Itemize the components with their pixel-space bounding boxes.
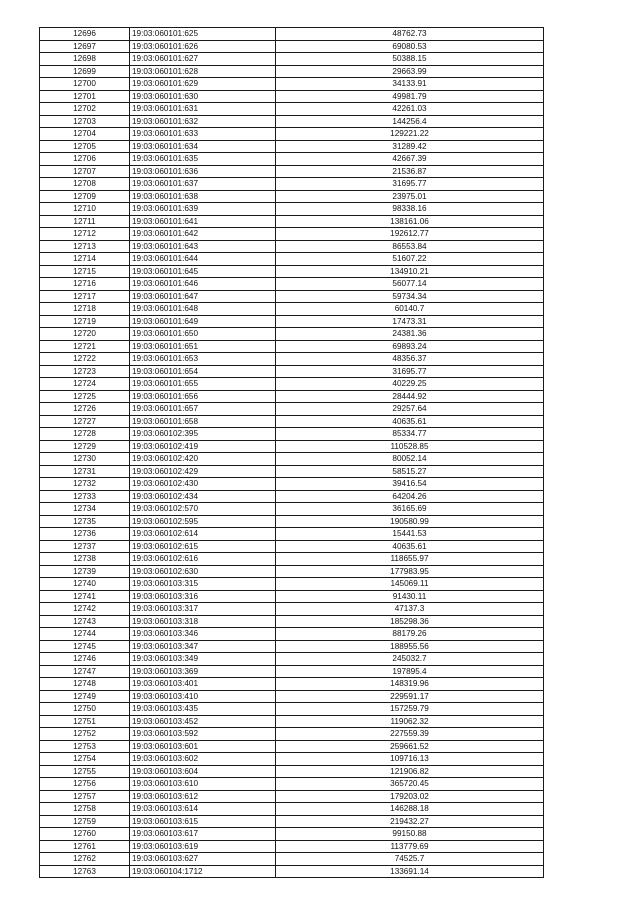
row-number-cell: 12741 <box>40 590 130 603</box>
row-number-cell: 12714 <box>40 253 130 266</box>
value-cell: 60140.7 <box>276 303 544 316</box>
cadastral-number-cell: 19:03:060103:318 <box>130 615 276 628</box>
table-row <box>40 378 544 391</box>
value-cell: 192612.77 <box>276 228 544 241</box>
table-row <box>40 115 544 128</box>
cadastral-number-cell: 19:03:060101:629 <box>130 78 276 91</box>
value-cell: 58515.27 <box>276 465 544 478</box>
table-row <box>40 840 544 853</box>
cadastral-number-cell: 19:03:060102:616 <box>130 553 276 566</box>
table-row <box>40 528 544 541</box>
table-row <box>40 315 544 328</box>
value-cell: 113779.69 <box>276 840 544 853</box>
table-row <box>40 640 544 653</box>
cadastral-number-cell: 19:03:060101:638 <box>130 190 276 203</box>
value-cell: 157259.79 <box>276 703 544 716</box>
row-number-cell: 12751 <box>40 715 130 728</box>
row-number-cell: 12698 <box>40 53 130 66</box>
cadastral-number-cell: 19:03:060103:346 <box>130 628 276 641</box>
row-number-cell: 12718 <box>40 303 130 316</box>
table-row <box>40 403 544 416</box>
value-cell: 69080.53 <box>276 40 544 53</box>
table-row <box>40 353 544 366</box>
value-cell: 188955.56 <box>276 640 544 653</box>
value-cell: 64204.26 <box>276 490 544 503</box>
data-table <box>39 27 544 878</box>
row-number-cell: 12702 <box>40 103 130 116</box>
row-number-cell: 12709 <box>40 190 130 203</box>
cadastral-number-cell: 19:03:060103:617 <box>130 828 276 841</box>
cadastral-number-cell: 19:03:060101:654 <box>130 365 276 378</box>
table-row <box>40 515 544 528</box>
cadastral-number-cell: 19:03:060101:632 <box>130 115 276 128</box>
cadastral-number-cell: 19:03:060101:633 <box>130 128 276 141</box>
table-row <box>40 78 544 91</box>
value-cell: 34133.91 <box>276 78 544 91</box>
row-number-cell: 12707 <box>40 165 130 178</box>
table-row <box>40 440 544 453</box>
table-row <box>40 303 544 316</box>
table-row <box>40 503 544 516</box>
cadastral-number-cell: 19:03:060101:634 <box>130 140 276 153</box>
value-cell: 21536.87 <box>276 165 544 178</box>
cadastral-number-cell: 19:03:060101:648 <box>130 303 276 316</box>
row-number-cell: 12762 <box>40 853 130 866</box>
row-number-cell: 12711 <box>40 215 130 228</box>
table-row <box>40 415 544 428</box>
row-number-cell: 12724 <box>40 378 130 391</box>
cadastral-number-cell: 19:03:060103:316 <box>130 590 276 603</box>
cadastral-number-cell: 19:03:060102:614 <box>130 528 276 541</box>
table-row <box>40 790 544 803</box>
table-row <box>40 603 544 616</box>
table-row <box>40 590 544 603</box>
cadastral-number-cell: 19:03:060101:628 <box>130 65 276 78</box>
value-cell: 49981.79 <box>276 90 544 103</box>
table-row <box>40 390 544 403</box>
row-number-cell: 12716 <box>40 278 130 291</box>
cadastral-number-cell: 19:03:060101:649 <box>130 315 276 328</box>
table-row <box>40 865 544 878</box>
table-row <box>40 540 544 553</box>
cadastral-number-cell: 19:03:060101:636 <box>130 165 276 178</box>
value-cell: 227559.39 <box>276 728 544 741</box>
table-row <box>40 615 544 628</box>
row-number-cell: 12705 <box>40 140 130 153</box>
row-number-cell: 12733 <box>40 490 130 503</box>
table-row <box>40 165 544 178</box>
row-number-cell: 12723 <box>40 365 130 378</box>
table-row <box>40 53 544 66</box>
table-row <box>40 278 544 291</box>
value-cell: 133691.14 <box>276 865 544 878</box>
row-number-cell: 12736 <box>40 528 130 541</box>
cadastral-number-cell: 19:03:060103:627 <box>130 853 276 866</box>
cadastral-number-cell: 19:03:060101:637 <box>130 178 276 191</box>
cadastral-number-cell: 19:03:060102:420 <box>130 453 276 466</box>
table-row <box>40 103 544 116</box>
table-row <box>40 228 544 241</box>
cadastral-number-cell: 19:03:060103:601 <box>130 740 276 753</box>
value-cell: 40635.61 <box>276 415 544 428</box>
table-row <box>40 365 544 378</box>
cadastral-number-cell: 19:03:060101:647 <box>130 290 276 303</box>
row-number-cell: 12713 <box>40 240 130 253</box>
table-row <box>40 478 544 491</box>
cadastral-number-cell: 19:03:060103:602 <box>130 753 276 766</box>
value-cell: 110528.85 <box>276 440 544 453</box>
value-cell: 48762.73 <box>276 28 544 41</box>
cadastral-number-cell: 19:03:060103:610 <box>130 778 276 791</box>
value-cell: 146288.18 <box>276 803 544 816</box>
table-row <box>40 65 544 78</box>
cadastral-number-cell: 19:03:060101:646 <box>130 278 276 291</box>
table-row <box>40 490 544 503</box>
value-cell: 259661.52 <box>276 740 544 753</box>
row-number-cell: 12738 <box>40 553 130 566</box>
value-cell: 29663.99 <box>276 65 544 78</box>
table-row <box>40 553 544 566</box>
row-number-cell: 12696 <box>40 28 130 41</box>
table-row <box>40 328 544 341</box>
value-cell: 119062.32 <box>276 715 544 728</box>
row-number-cell: 12731 <box>40 465 130 478</box>
table-row <box>40 765 544 778</box>
table-row <box>40 253 544 266</box>
cadastral-number-cell: 19:03:060103:401 <box>130 678 276 691</box>
value-cell: 129221.22 <box>276 128 544 141</box>
table-row <box>40 690 544 703</box>
row-number-cell: 12727 <box>40 415 130 428</box>
cadastral-number-cell: 19:03:060102:430 <box>130 478 276 491</box>
cadastral-number-cell: 19:03:060103:315 <box>130 578 276 591</box>
row-number-cell: 12706 <box>40 153 130 166</box>
value-cell: 148319.96 <box>276 678 544 691</box>
row-number-cell: 12719 <box>40 315 130 328</box>
cadastral-number-cell: 19:03:060103:317 <box>130 603 276 616</box>
document-page <box>39 27 543 878</box>
value-cell: 42667.39 <box>276 153 544 166</box>
table-row <box>40 290 544 303</box>
table-row <box>40 715 544 728</box>
table-row <box>40 453 544 466</box>
row-number-cell: 12699 <box>40 65 130 78</box>
table-row <box>40 40 544 53</box>
table-row <box>40 628 544 641</box>
table-row <box>40 28 544 41</box>
cadastral-number-cell: 19:03:060101:626 <box>130 40 276 53</box>
value-cell: 229591.17 <box>276 690 544 703</box>
cadastral-number-cell: 19:03:060101:630 <box>130 90 276 103</box>
table-row <box>40 565 544 578</box>
row-number-cell: 12712 <box>40 228 130 241</box>
row-number-cell: 12704 <box>40 128 130 141</box>
value-cell: 29257.64 <box>276 403 544 416</box>
cadastral-number-cell: 19:03:060101:650 <box>130 328 276 341</box>
value-cell: 40229.25 <box>276 378 544 391</box>
row-number-cell: 12717 <box>40 290 130 303</box>
value-cell: 144256.4 <box>276 115 544 128</box>
cadastral-number-cell: 19:03:060103:410 <box>130 690 276 703</box>
table-row <box>40 728 544 741</box>
cadastral-number-cell: 19:03:060101:639 <box>130 203 276 216</box>
cadastral-number-cell: 19:03:060101:653 <box>130 353 276 366</box>
row-number-cell: 12734 <box>40 503 130 516</box>
table-row <box>40 740 544 753</box>
row-number-cell: 12715 <box>40 265 130 278</box>
table-body <box>40 28 544 878</box>
cadastral-number-cell: 19:03:060103:619 <box>130 840 276 853</box>
value-cell: 74525.7 <box>276 853 544 866</box>
cadastral-number-cell: 19:03:060101:655 <box>130 378 276 391</box>
cadastral-number-cell: 19:03:060103:614 <box>130 803 276 816</box>
value-cell: 365720.45 <box>276 778 544 791</box>
value-cell: 42261.03 <box>276 103 544 116</box>
row-number-cell: 12732 <box>40 478 130 491</box>
cadastral-number-cell: 19:03:060103:604 <box>130 765 276 778</box>
value-cell: 118655.97 <box>276 553 544 566</box>
row-number-cell: 12743 <box>40 615 130 628</box>
row-number-cell: 12710 <box>40 203 130 216</box>
value-cell: 245032.7 <box>276 653 544 666</box>
table-row <box>40 678 544 691</box>
row-number-cell: 12729 <box>40 440 130 453</box>
value-cell: 197895.4 <box>276 665 544 678</box>
cadastral-number-cell: 19:03:060101:644 <box>130 253 276 266</box>
cadastral-number-cell: 19:03:060101:657 <box>130 403 276 416</box>
value-cell: 69893.24 <box>276 340 544 353</box>
row-number-cell: 12725 <box>40 390 130 403</box>
cadastral-number-cell: 19:03:060102:429 <box>130 465 276 478</box>
value-cell: 177983.95 <box>276 565 544 578</box>
row-number-cell: 12728 <box>40 428 130 441</box>
value-cell: 36165.69 <box>276 503 544 516</box>
cadastral-number-cell: 19:03:060101:651 <box>130 340 276 353</box>
row-number-cell: 12735 <box>40 515 130 528</box>
value-cell: 86553.84 <box>276 240 544 253</box>
cadastral-number-cell: 19:03:060102:570 <box>130 503 276 516</box>
table-row <box>40 265 544 278</box>
value-cell: 50388.15 <box>276 53 544 66</box>
cadastral-number-cell: 19:03:060101:656 <box>130 390 276 403</box>
cadastral-number-cell: 19:03:060103:435 <box>130 703 276 716</box>
cadastral-number-cell: 19:03:060102:395 <box>130 428 276 441</box>
row-number-cell: 12742 <box>40 603 130 616</box>
cadastral-number-cell: 19:03:060102:419 <box>130 440 276 453</box>
row-number-cell: 12703 <box>40 115 130 128</box>
row-number-cell: 12756 <box>40 778 130 791</box>
row-number-cell: 12748 <box>40 678 130 691</box>
table-row <box>40 828 544 841</box>
cadastral-number-cell: 19:03:060103:369 <box>130 665 276 678</box>
table-row <box>40 815 544 828</box>
cadastral-number-cell: 19:03:060101:643 <box>130 240 276 253</box>
row-number-cell: 12745 <box>40 640 130 653</box>
row-number-cell: 12758 <box>40 803 130 816</box>
row-number-cell: 12749 <box>40 690 130 703</box>
row-number-cell: 12754 <box>40 753 130 766</box>
cadastral-number-cell: 19:03:060101:627 <box>130 53 276 66</box>
value-cell: 51607.22 <box>276 253 544 266</box>
table-row <box>40 190 544 203</box>
value-cell: 98338.16 <box>276 203 544 216</box>
row-number-cell: 12697 <box>40 40 130 53</box>
value-cell: 219432.27 <box>276 815 544 828</box>
value-cell: 190580.99 <box>276 515 544 528</box>
row-number-cell: 12726 <box>40 403 130 416</box>
cadastral-number-cell: 19:03:060101:635 <box>130 153 276 166</box>
value-cell: 23975.01 <box>276 190 544 203</box>
cadastral-number-cell: 19:03:060103:592 <box>130 728 276 741</box>
cadastral-number-cell: 19:03:060102:434 <box>130 490 276 503</box>
table-row <box>40 703 544 716</box>
table-row <box>40 140 544 153</box>
value-cell: 31289.42 <box>276 140 544 153</box>
value-cell: 17473.31 <box>276 315 544 328</box>
cadastral-number-cell: 19:03:060103:349 <box>130 653 276 666</box>
value-cell: 99150.88 <box>276 828 544 841</box>
row-number-cell: 12722 <box>40 353 130 366</box>
row-number-cell: 12720 <box>40 328 130 341</box>
cadastral-number-cell: 19:03:060102:615 <box>130 540 276 553</box>
cadastral-number-cell: 19:03:060103:452 <box>130 715 276 728</box>
value-cell: 24381.36 <box>276 328 544 341</box>
table-row <box>40 778 544 791</box>
value-cell: 56077.14 <box>276 278 544 291</box>
row-number-cell: 12721 <box>40 340 130 353</box>
table-row <box>40 465 544 478</box>
value-cell: 91430.11 <box>276 590 544 603</box>
value-cell: 145069.11 <box>276 578 544 591</box>
table-row <box>40 753 544 766</box>
cadastral-number-cell: 19:03:060102:630 <box>130 565 276 578</box>
table-row <box>40 340 544 353</box>
table-row <box>40 203 544 216</box>
table-row <box>40 653 544 666</box>
row-number-cell: 12730 <box>40 453 130 466</box>
row-number-cell: 12763 <box>40 865 130 878</box>
value-cell: 185298.36 <box>276 615 544 628</box>
value-cell: 15441.53 <box>276 528 544 541</box>
table-row <box>40 578 544 591</box>
value-cell: 48356.37 <box>276 353 544 366</box>
row-number-cell: 12744 <box>40 628 130 641</box>
table-row <box>40 803 544 816</box>
cadastral-number-cell: 19:03:060103:612 <box>130 790 276 803</box>
row-number-cell: 12700 <box>40 78 130 91</box>
table-row <box>40 90 544 103</box>
row-number-cell: 12750 <box>40 703 130 716</box>
cadastral-number-cell: 19:03:060101:642 <box>130 228 276 241</box>
value-cell: 85334.77 <box>276 428 544 441</box>
row-number-cell: 12757 <box>40 790 130 803</box>
value-cell: 28444.92 <box>276 390 544 403</box>
table-row <box>40 178 544 191</box>
value-cell: 134910.21 <box>276 265 544 278</box>
value-cell: 121906.82 <box>276 765 544 778</box>
value-cell: 179203.02 <box>276 790 544 803</box>
table-row <box>40 853 544 866</box>
cadastral-number-cell: 19:03:060101:631 <box>130 103 276 116</box>
table-row <box>40 153 544 166</box>
value-cell: 31695.77 <box>276 365 544 378</box>
value-cell: 138161.06 <box>276 215 544 228</box>
value-cell: 39416.54 <box>276 478 544 491</box>
row-number-cell: 12760 <box>40 828 130 841</box>
row-number-cell: 12753 <box>40 740 130 753</box>
value-cell: 47137.3 <box>276 603 544 616</box>
value-cell: 88179.26 <box>276 628 544 641</box>
row-number-cell: 12737 <box>40 540 130 553</box>
cadastral-number-cell: 19:03:060101:625 <box>130 28 276 41</box>
row-number-cell: 12759 <box>40 815 130 828</box>
cadastral-number-cell: 19:03:060101:658 <box>130 415 276 428</box>
cadastral-number-cell: 19:03:060103:615 <box>130 815 276 828</box>
table-row <box>40 665 544 678</box>
table-row <box>40 215 544 228</box>
row-number-cell: 12740 <box>40 578 130 591</box>
row-number-cell: 12747 <box>40 665 130 678</box>
row-number-cell: 12752 <box>40 728 130 741</box>
value-cell: 40635.61 <box>276 540 544 553</box>
row-number-cell: 12708 <box>40 178 130 191</box>
cadastral-number-cell: 19:03:060101:641 <box>130 215 276 228</box>
cadastral-number-cell: 19:03:060104:1712 <box>130 865 276 878</box>
table-row <box>40 128 544 141</box>
row-number-cell: 12701 <box>40 90 130 103</box>
table-row <box>40 428 544 441</box>
cadastral-number-cell: 19:03:060101:645 <box>130 265 276 278</box>
value-cell: 80052.14 <box>276 453 544 466</box>
table-row <box>40 240 544 253</box>
row-number-cell: 12746 <box>40 653 130 666</box>
value-cell: 109716.13 <box>276 753 544 766</box>
row-number-cell: 12761 <box>40 840 130 853</box>
row-number-cell: 12739 <box>40 565 130 578</box>
row-number-cell: 12755 <box>40 765 130 778</box>
cadastral-number-cell: 19:03:060103:347 <box>130 640 276 653</box>
value-cell: 31695.77 <box>276 178 544 191</box>
value-cell: 59734.34 <box>276 290 544 303</box>
cadastral-number-cell: 19:03:060102:595 <box>130 515 276 528</box>
